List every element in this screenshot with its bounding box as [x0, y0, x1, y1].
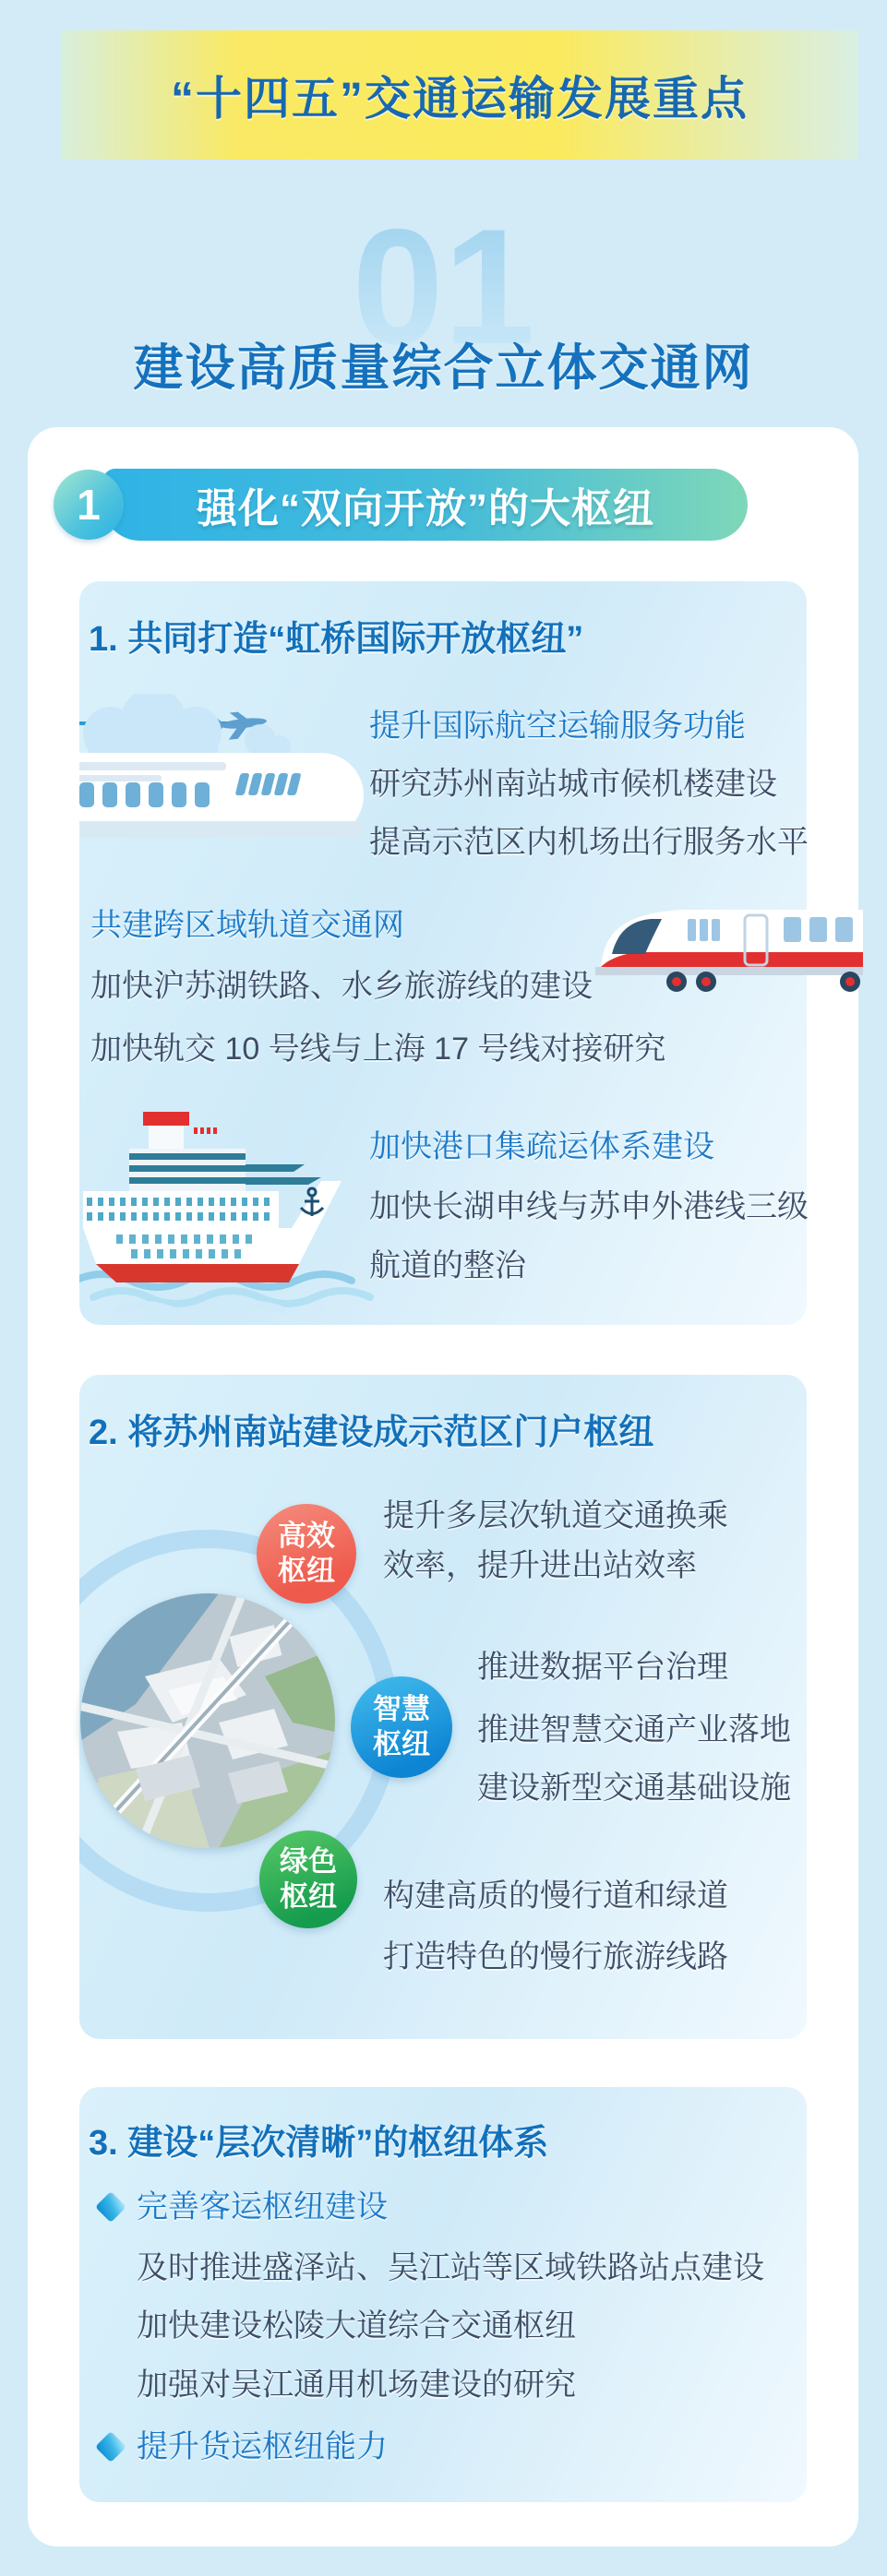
hub-badge-label: 枢纽 — [373, 1728, 430, 1760]
cloud-icon — [83, 694, 291, 762]
aerial-photo — [80, 1593, 335, 1848]
mid-deck — [83, 1191, 279, 1228]
page-title: 建设高质量综合立体交通网 — [133, 340, 754, 396]
belly-stripe — [79, 821, 364, 838]
air-line: 提高示范区内机场出行服务水平 — [369, 825, 809, 860]
block1-heading: 1. 共同打造“虹桥国际开放枢纽” — [89, 620, 584, 659]
hub-badge-label: 智慧 — [373, 1693, 430, 1725]
section-pill — [103, 469, 748, 541]
hub-badge-green — [259, 1831, 357, 1928]
rail-line: 加快沪苏湖铁路、水乡旅游线的建设 — [90, 969, 593, 1004]
green-line: 构建高质的慢行道和绿道 — [383, 1878, 728, 1914]
hub-badge-smart — [351, 1676, 452, 1778]
hub-badge-efficient — [257, 1504, 356, 1604]
airplane-illustration — [79, 694, 378, 924]
port-highlight: 加快港口集疏运体系建设 — [369, 1129, 714, 1164]
cockpit-windows — [235, 773, 302, 795]
rail-line: 加快轨交 10 号线与上海 17 号线对接研究 — [90, 1032, 666, 1067]
bullet-freight-hub: 提升货运枢纽能力 — [137, 2429, 388, 2464]
plain-line: 加强对吴江通用机场建设的研究 — [137, 2367, 576, 2403]
rail-highlight: 共建跨区域轨道交通网 — [90, 908, 404, 943]
hub-badge-label: 绿色 — [280, 1845, 337, 1878]
train-illustration — [595, 878, 863, 998]
smart-line: 推进智慧交通产业落地 — [477, 1712, 791, 1747]
train-red-stripe — [601, 952, 863, 967]
banner — [61, 30, 858, 160]
plain-line: 加快建设松陵大道综合交通枢纽 — [137, 2308, 576, 2343]
banner-title: “十四五”交通运输发展重点 — [171, 73, 749, 125]
air-line: 研究苏州南站城市候机楼建设 — [369, 767, 777, 802]
smart-line: 建设新型交通基础设施 — [477, 1771, 791, 1806]
port-line: 加快长湖申线与苏申外港线三级 — [369, 1189, 809, 1224]
section-number-badge: 1 — [54, 470, 124, 540]
smart-line: 推进数据平台治理 — [477, 1650, 728, 1685]
section-number-watermark: 01 — [0, 205, 887, 369]
efficient-line: 效率，提升进出站效率 — [383, 1548, 697, 1583]
hull-red-band — [96, 1264, 299, 1282]
hub-badge-label: 高效 — [278, 1520, 335, 1552]
green-line: 打造特色的慢行旅游线路 — [383, 1939, 728, 1974]
funnel — [149, 1126, 184, 1149]
section-pill-label: 强化“双向开放”的大枢纽 — [197, 486, 654, 531]
block3-heading: 3. 建设“层次清晰”的枢纽体系 — [89, 2124, 549, 2163]
bullet-passenger-hub: 完善客运枢纽建设 — [137, 2189, 388, 2224]
funnel-cap — [143, 1112, 189, 1126]
efficient-line: 提升多层次轨道交通换乘 — [383, 1498, 728, 1533]
air-highlight: 提升国际航空运输服务功能 — [369, 709, 746, 744]
hub-badge-label: 枢纽 — [280, 1880, 337, 1913]
hub-badge-label: 枢纽 — [278, 1555, 335, 1587]
port-line: 航道的整治 — [369, 1248, 526, 1283]
plain-line: 及时推进盛泽站、吴江站等区域铁路站点建设 — [137, 2250, 764, 2285]
block2-heading: 2. 将苏州南站建设成示范区门户枢纽 — [89, 1413, 654, 1452]
